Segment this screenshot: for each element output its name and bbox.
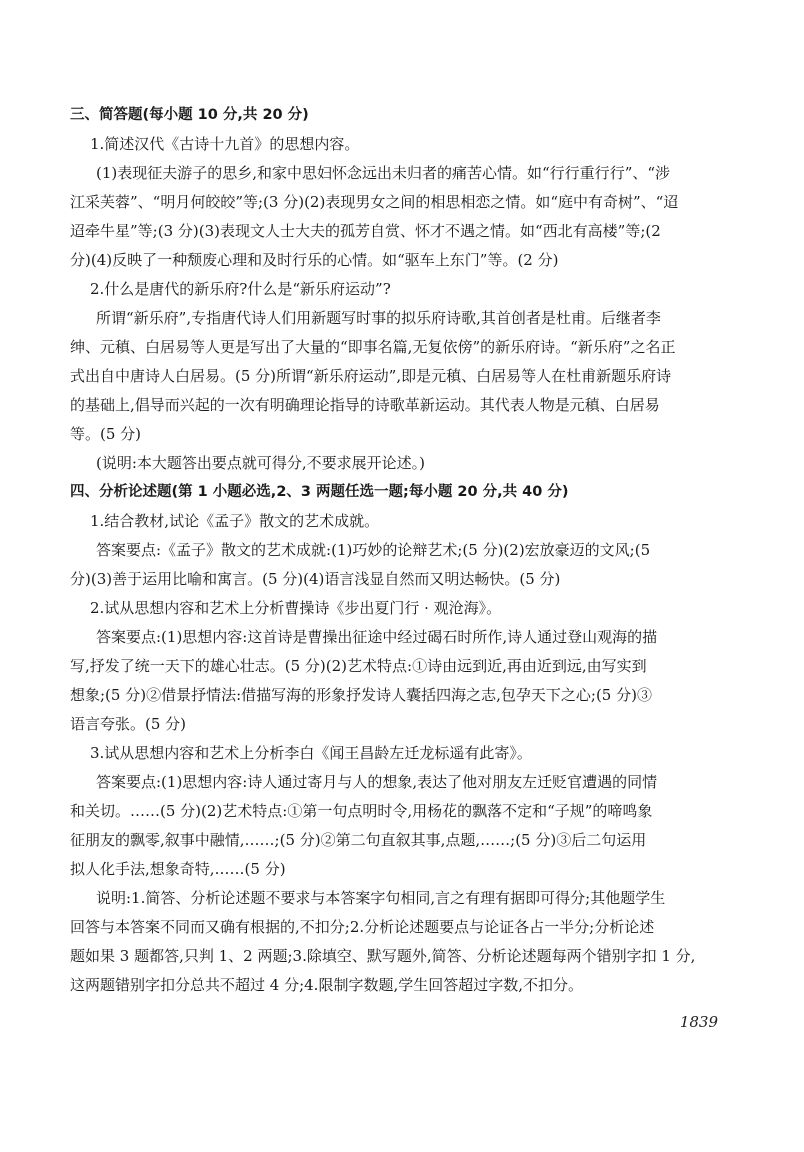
note-line: 回答与本答案不同而又确有根据的,不扣分;2.分析论述题要点与论证各占一半分;分析论述 [70,918,655,936]
section-3-answer-2 [70,304,736,449]
section-4-answer-2 [70,623,736,739]
section-4-answer-1 [70,536,736,594]
answer-line: 想象;(5 分)②借景抒情法:借描写海的形象抒发诗人囊括四海之志,包孕天下之心;(5 分)③ [70,686,652,704]
page-number: 1839 [679,1013,718,1031]
section-4-question-3: 3.试从思想内容和艺术上分析李白《闻王昌龄左迁龙标遥有此寄》。 [90,744,532,762]
answer-line: 和关切。……(5 分)(2)艺术特点:①第一句点明时令,用杨花的飘落不定和“子规”的啼鸣象 [70,802,653,820]
section-4-question-2: 2.试从思想内容和艺术上分析曹操诗《步出夏门行 · 观沧海》。 [90,599,502,617]
answer-line: 江采芙蓉”、“明月何皎皎”等;(3 分)(2)表现男女之间的相思相恋之情。如“庭中有奇树”、“迢 [70,193,679,211]
answer-line: 答案要点:(1)思想内容:这首诗是曹操出征途中经过碣石时所作,诗人通过登山观海的描 [96,628,658,646]
section-3-question-2: 2.什么是唐代的新乐府?什么是“新乐府运动”? [90,280,391,298]
answer-line: 式出自中唐诗人白居易。(5 分)所谓“新乐府运动”,即是元稹、白居易等人在杜甫新题乐府诗 [70,367,672,385]
answer-line: 迢牵牛星”等;(3 分)(3)表现文人士大夫的孤芳自赏、怀才不遇之情。如“西北有高楼”等;(2 [70,222,661,240]
answer-line: 等。(5 分) [70,425,142,443]
grading-note [70,884,736,1000]
note-line: 这两题错别字扣分总共不超过 4 分;4.限制字数题,学生回答超过字数,不扣分。 [70,976,583,994]
answer-line: 征朋友的飘零,叙事中融情,……;(5 分)②第二句直叙其事,点题,……;(5 分)③后二句运用 [70,831,647,849]
answer-line: 绅、元稹、白居易等人更是写出了大量的“即事名篇,无复依傍”的新乐府诗。“新乐府”之名正 [70,338,676,356]
answer-line: 写,抒发了统一天下的雄心壮志。(5 分)(2)艺术特点:①诗由远到近,再由近到远,由写实到 [70,657,647,675]
answer-line: 分)(3)善于运用比喻和寓言。(5 分)(4)语言浅显自然而又明达畅快。(5 分) [70,570,561,588]
note-line: 说明:1.简答、分析论述题不要求与本答案字句相同,言之有理有据即可得分;其他题学生 [96,889,666,907]
answer-line: 分)(4)反映了一种颓废心理和及时行乐的心情。如“驱车上东门”等。(2 分) [70,251,559,269]
section-3-heading: 三、简答题(每小题 10 分,共 20 分) [70,107,309,123]
section-4-question-1: 1.结合教材,试论《孟子》散文的艺术成就。 [90,512,380,530]
answer-line: 拟人化手法,想象奇特,……(5 分) [70,860,286,878]
answer-line: 的基础上,倡导而兴起的一次有明确理论指导的诗歌革新运动。其代表人物是元稹、白居易 [70,396,660,414]
section-3-answer-1 [70,159,736,275]
section-3-note: (说明:本大题答出要点就可得分,不要求展开论述。) [96,454,426,472]
answer-line: (1)表现征夫游子的思乡,和家中思妇怀念远出未归者的痛苦心情。如“行行重行行”、“涉 [96,164,671,182]
answer-line: 答案要点:(1)思想内容:诗人通过寄月与人的想象,表达了他对朋友左迁贬官遭遇的同情 [96,773,658,791]
note-line: 题如果 3 题都答,只判 1、2 两题;3.除填空、默写题外,简答、分析论述题每两个错别字扣 1 分, [70,947,696,965]
section-3-question-1: 1.简述汉代《古诗十九首》的思想内容。 [90,135,360,153]
section-4-heading: 四、分析论述题(第 1 小题必选,2、3 两题任选一题;每小题 20 分,共 40 分) [70,484,569,500]
answer-line: 答案要点:《孟子》散文的艺术成就:(1)巧妙的论辩艺术;(5 分)(2)宏放豪迈的文风;(5 [96,541,651,559]
section-4-answer-3 [70,768,736,884]
answer-key-content [70,101,736,1000]
answer-line: 语言夸张。(5 分) [70,715,187,733]
answer-line: 所谓“新乐府”,专指唐代诗人们用新题写时事的拟乐府诗歌,其首创者是杜甫。后继者李 [96,309,661,327]
